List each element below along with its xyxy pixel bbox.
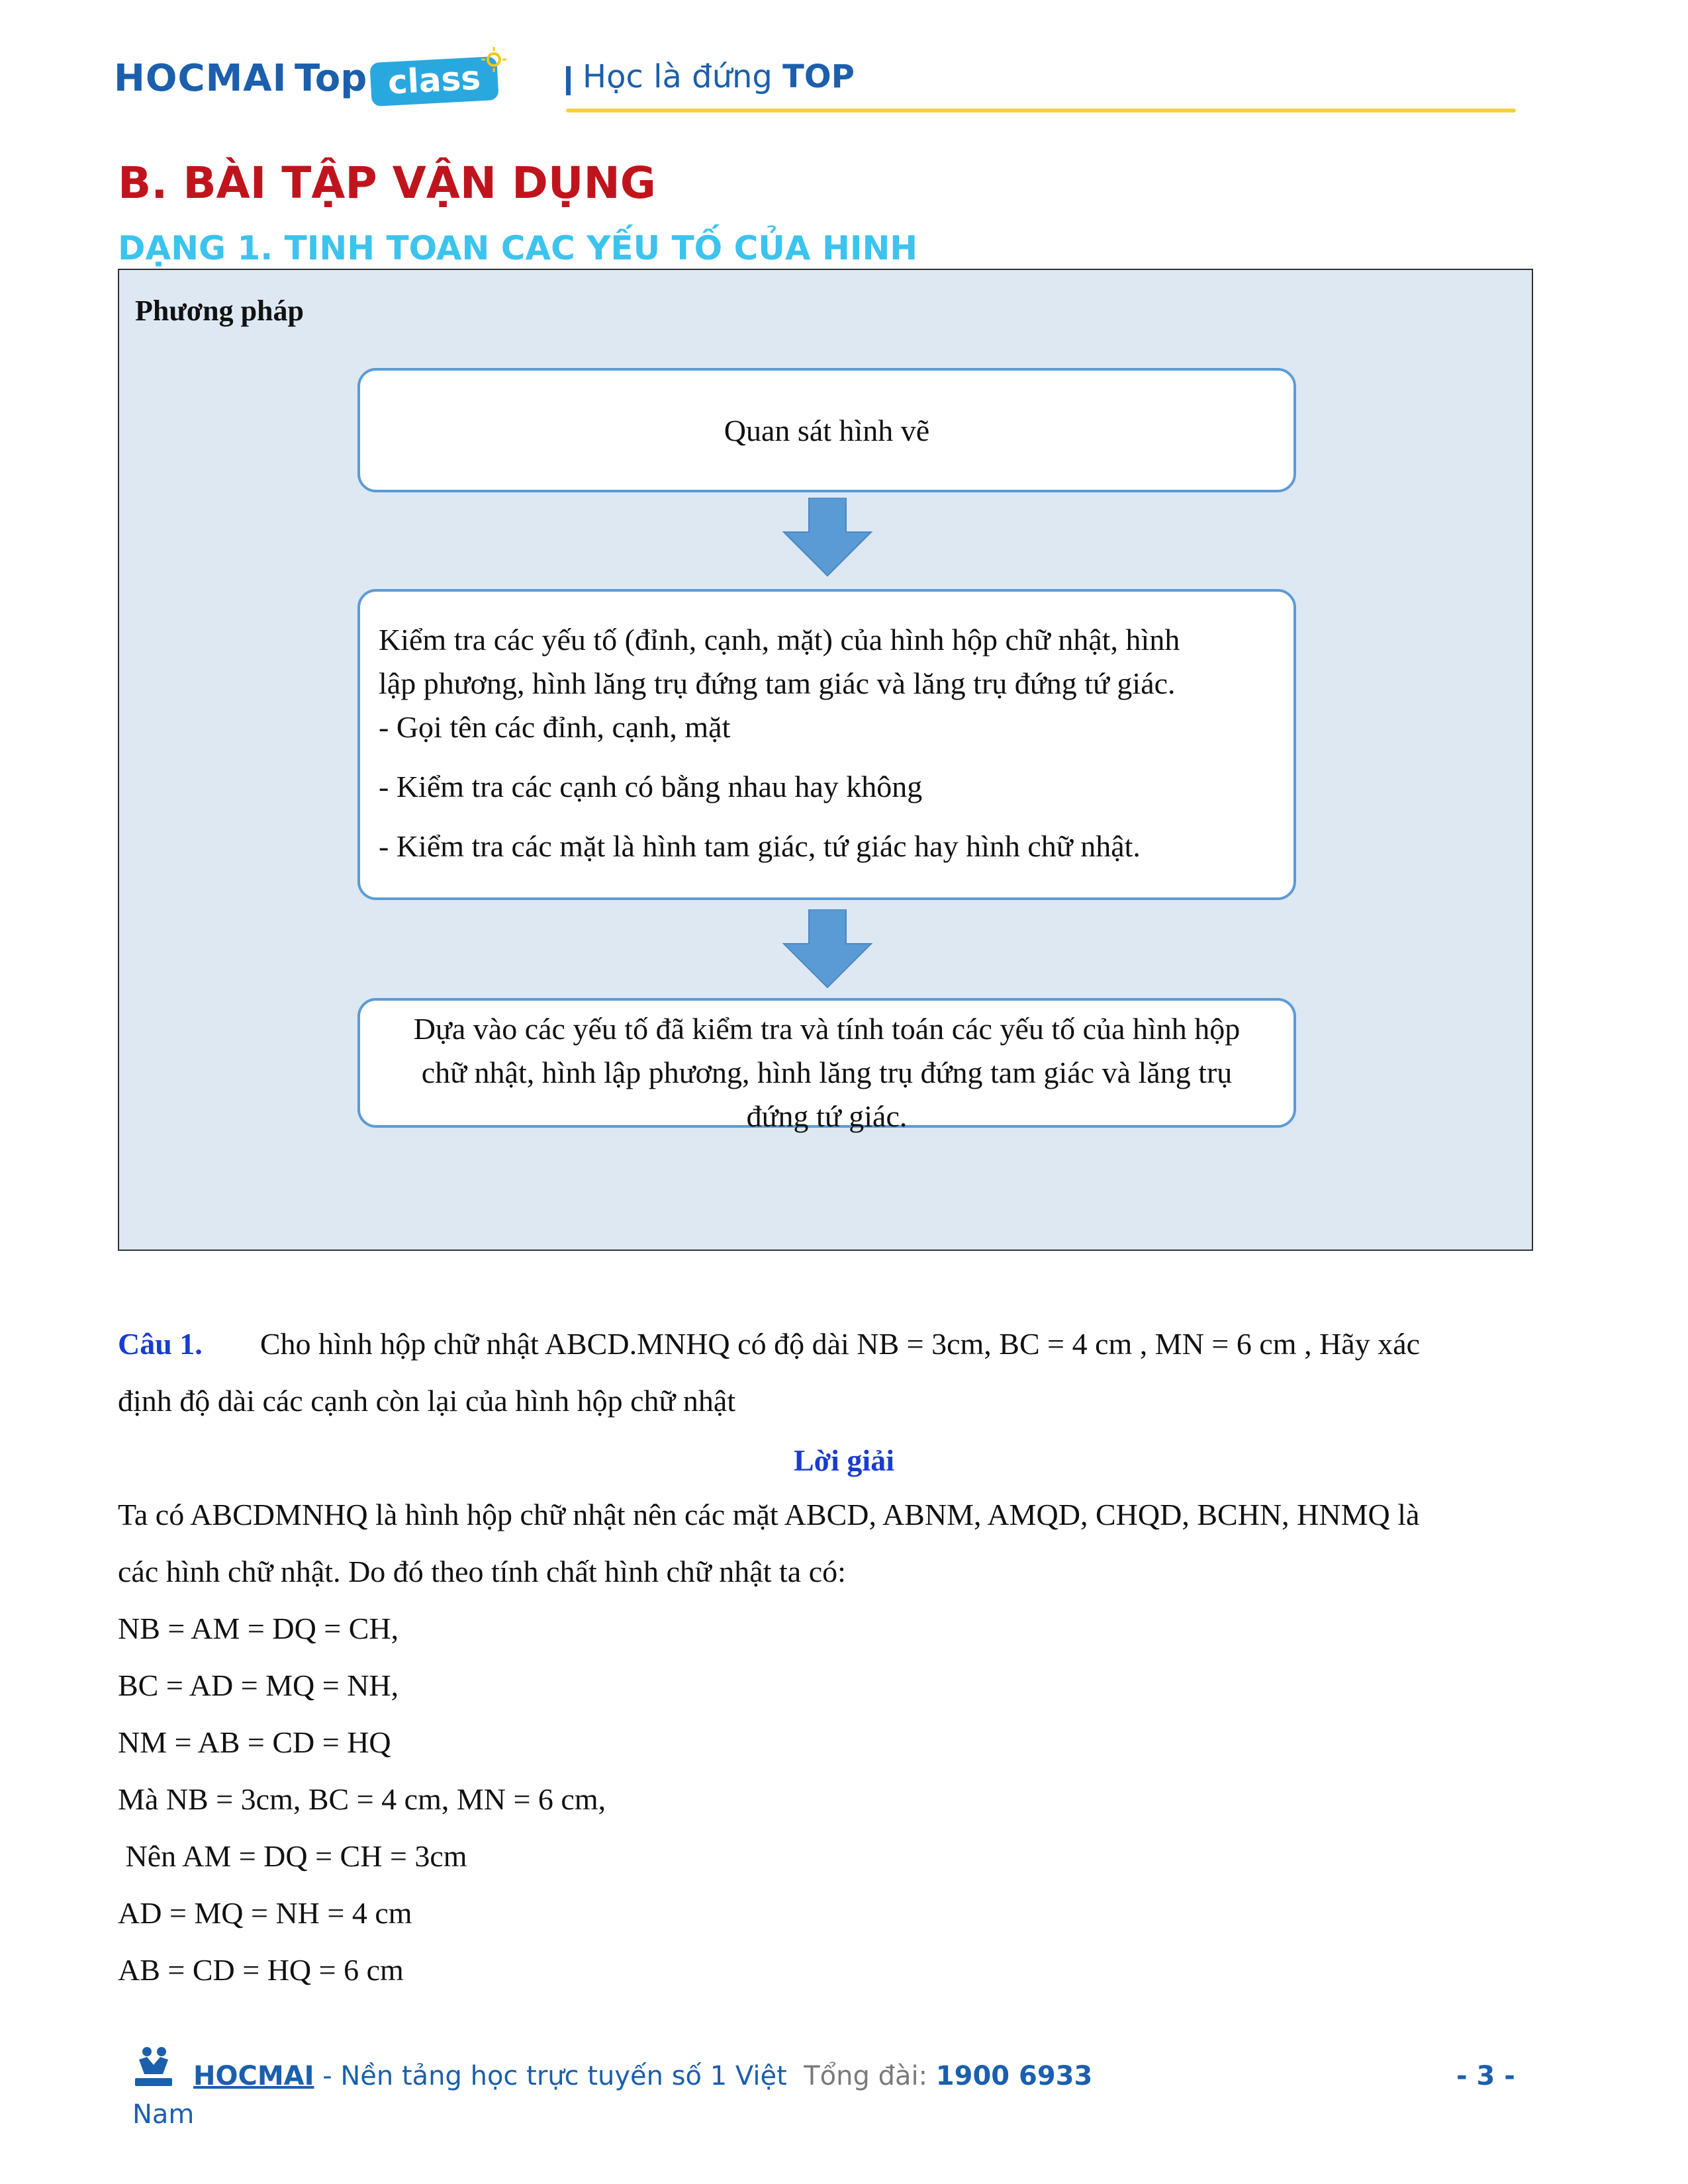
flow-step-3-line: chữ nhật, hình lập phương, hình lăng trụ đứng tam giác và lăng trụ [421,1056,1233,1089]
down-arrow-icon [781,498,874,577]
footer-hotline-label: Tổng đài: [804,2061,928,2091]
tagline-prefix: Học là đứng [583,58,773,95]
down-arrow-icon [781,909,874,989]
flow-step-2-line: lập phương, hình lăng trụ đứng tam giác và lăng trụ đứng tứ giác. [379,666,1176,700]
hocmai-footer-logo-icon [132,2045,175,2090]
flow-step-2 [357,589,1296,900]
solution-line: Ta có ABCDMNHQ là hình hộp chữ nhật nên các mặt ABCD, ABNM, AMQD, CHQD, BCHN, HNMQ là [118,1498,1420,1531]
flow-step-2-line: - Kiểm tra các mặt là hình tam giác, tứ giác hay hình chữ nhật. [379,829,1141,863]
solution-line: các hình chữ nhật. Do đó theo tính chất hình chữ nhật ta có: [118,1555,846,1588]
header-underline [566,109,1516,113]
flow-step-3-line: đứng tứ giác. [746,1099,908,1133]
flow-step-2-line: - Gọi tên các đỉnh, cạnh, mặt [379,710,731,744]
solution-line: BC = AD = MQ = NH, [118,1668,399,1702]
solution-line: NB = AM = DQ = CH, [118,1612,399,1645]
tagline-divider [566,66,571,95]
footer-tail: Nam [132,2099,195,2130]
solution-line: AD = MQ = NH = 4 cm [118,1896,412,1930]
solution-line: Nên AM = DQ = CH = 3cm [118,1839,467,1873]
flow-step-2-line: - Kiểm tra các cạnh có bằng nhau hay không [379,770,923,803]
subsection-title: DẠNG 1. TINH TOAN CAC YẾU TỐ CỦA HINH [118,229,918,267]
footer-hotline: 1900 6933 [935,2061,1093,2091]
tagline [583,58,855,95]
section-title: B. BÀI TẬP VẬN DỤNG [118,158,656,208]
flow-step-1-text: Quan sát hình vẽ [724,413,930,447]
question-line-2: định độ dài các cạnh còn lại của hình hộp chữ nhật [118,1384,736,1418]
flow-step-3 [357,998,1296,1133]
sun-icon [481,46,507,73]
question-label: Câu 1. [118,1327,203,1361]
method-label: Phương pháp [135,295,304,327]
tagline-bold: TOP [782,58,855,95]
solution-title: Lời giải [794,1443,894,1477]
solution-line: Mà NB = 3cm, BC = 4 cm, MN = 6 cm, [118,1782,606,1816]
footer-text [193,2061,1092,2091]
question-text: Cho hình hộp chữ nhật ABCD.MNHQ có độ dài NB = 3cm, BC = 4 cm , MN = 6 cm , Hãy xác [259,1327,1421,1361]
logo-top-text: Top [295,57,367,100]
flow-step-1 [357,368,1296,492]
page-number: - 3 - [1456,2061,1515,2091]
flow-step-2-line: Kiểm tra các yếu tố (đỉnh, cạnh, mặt) của hình hộp chữ nhật, hình [379,623,1180,657]
hocmai-logo-text: HOCMAI [114,57,287,100]
logo-class-badge: class [369,56,498,107]
solution-line: NM = AB = CD = HQ [118,1725,391,1759]
question-line [118,1326,1420,1361]
footer-tagline: - Nền tảng học trực tuyến số 1 Việt [314,2061,787,2091]
solution-line: AB = CD = HQ = 6 cm [118,1953,404,1987]
flow-step-3-line: Dựa vào các yếu tố đã kiểm tra và tính toán các yếu tố của hình hộp [413,1012,1241,1046]
footer-brand-link[interactable]: HOCMAI [193,2061,314,2091]
